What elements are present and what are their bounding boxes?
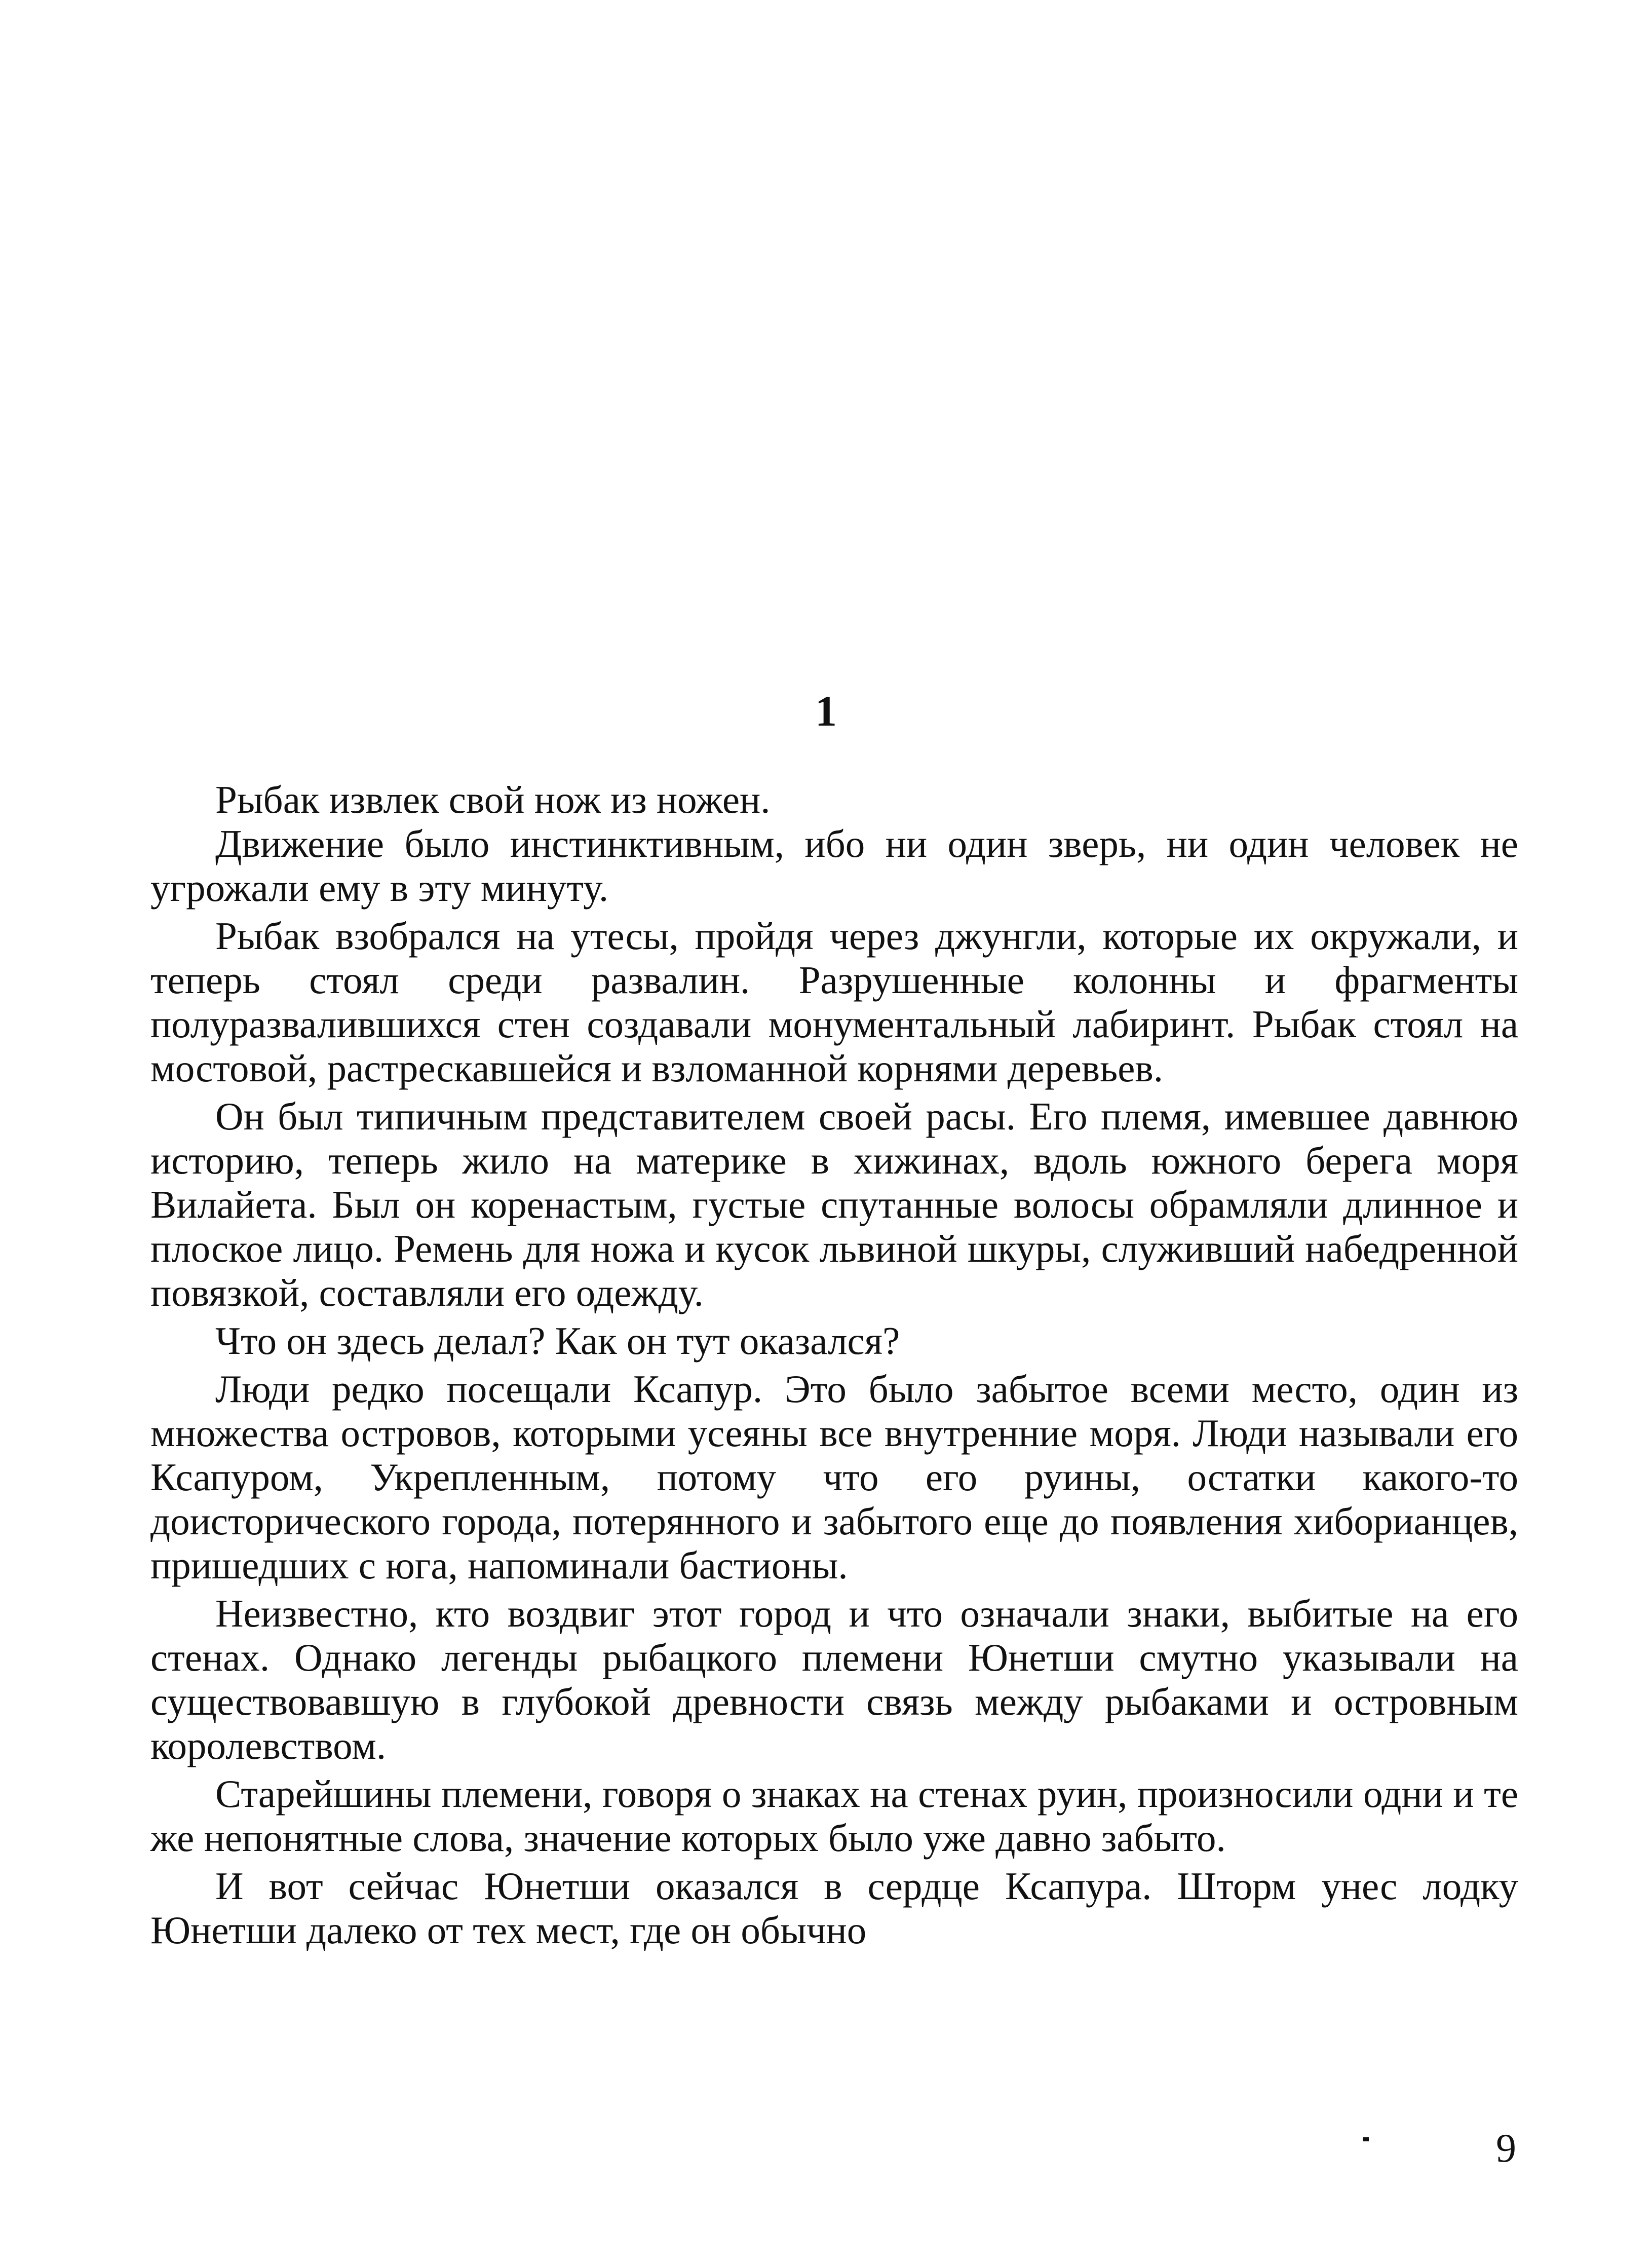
paragraph: И вот сейчас Юнетши оказался в сердце Ксапура. Шторм унес лодку Юнетши далеко от тех мест, где он обычно [150,1864,1518,1952]
paragraph: Движение было инстинктивным, ибо ни один зверь, ни один человек не угрожали ему в эту минуту. [150,822,1518,910]
paragraph: Неизвестно, кто воздвиг этот город и что означали знаки, выбитые на его стенах. Однако легенды рыбацкого племени Юнетши смутно указывали на существовавшую в глубокой древности связь между рыбаками и островным королевством. [150,1592,1518,1767]
paragraph: Старейшины племени, говоря о знаках на стенах руин, произносили одни и те же непонятные слова, значение которых было уже давно забыто. [150,1772,1518,1860]
body-text [150,778,1518,1952]
paragraph: Люди редко посещали Ксапур. Это было забытое всеми место, один из множества островов, которыми усеяны все внутренние моря. Люди называли его Ксапуром, Укрепленным, потому что его руины, остатки какого-то доисторического города, потерянного и забытого еще до появления хиборианцев, пришедших с юга, напоминали бастионы. [150,1367,1518,1587]
paragraph: Рыбак извлек свой нож из ножен. [215,778,771,821]
chapter-number: 1 [815,687,837,735]
paragraph: Рыбак взобрался на утесы, пройдя через джунгли, которые их окружали, и теперь стоял среди развалин. Разрушенные колонны и фрагменты полуразвалившихся стен создавали монументальный лабиринт. Рыбак стоял на мостовой, растрескавшейся и взломанной корнями деревьев. [150,914,1518,1090]
footer-dot [1363,2137,1369,2141]
paragraph: Он был типичным представителем своей расы. Его племя, имевшее давнюю историю, теперь жило на материке в хижинах, вдоль южного берега моря Вилайета. Был он коренастым, густые спутанные волосы обрамляли длинное и плоское лицо. Ремень для ножа и кусок львиной шкуры, служивший набедренной повязкой, составляли его одежду. [150,1094,1518,1314]
paragraph: Что он здесь делал? Как он тут оказался? [215,1319,900,1363]
page-number: 9 [1496,2126,1516,2171]
